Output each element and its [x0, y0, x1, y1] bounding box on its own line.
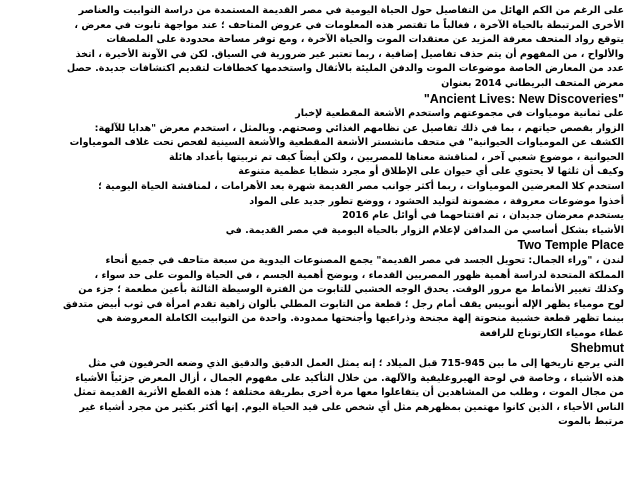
- article-line: أخذوا موضوعات معروفة ، مضمونة لتوليد الحشود ، ووضع تطور جديد على المواد: [249, 195, 624, 207]
- article-line: على ثمانية مومياوات في مجموعتهم واستخدم الأشعة المقطعية لإخبار: [295, 108, 624, 120]
- article-line: يستخدم معرضان جديدان ، تم افتتاحهما في أوائل عام 2016: [342, 210, 624, 222]
- article-line: معرض المتحف البريطاني 2014 بعنوان: [441, 77, 624, 89]
- article-line: المملكة المتحدة لدراسة أهمية ظهور المصريين القدماء ، ويوضح أهمية الجسم ، في الحياة والموت على حد سواء ،: [94, 269, 624, 281]
- article-line: التي يرجع تاريخها إلى ما بين 945-715 قبل الميلاد ؛ إنه يمثل العمل الدقيق والدقيق الذي وضعه الحرفيون في مثل: [88, 357, 624, 369]
- article-line: والألواح ، من المفهوم أن يتم حذف تفاصيل إضافية ، ربما تعتبر غير ضرورية في السياق. لكن في الآونة الأخيرة ، اتخذ: [75, 48, 624, 60]
- venue-name-two-temple-place: Two Temple Place: [517, 238, 624, 253]
- article-line: الناس الأحياء ، الذين كانوا مهتمين بمظهرهم مثل أي شخص على قيد الحياة اليوم. إنها أكثر بكثير من مجرد أشياء غير: [79, 401, 624, 413]
- article-body: [14, 4, 624, 430]
- article-line: غطاء مومياء الكارتوناج للرافعة: [479, 327, 624, 339]
- article-line: بينما تظهر قطعة خشبية منحوتة إلهة مجنحة وذراعيها وأجنحتها ممدودة. واحدة من التوابيت الكاملة المعروضة هي: [96, 313, 624, 325]
- article-line: لوح مومياء يظهر الإله أنوبيس يقف أمام رجل ؛ قطعة من التابوت المطلي بألوان زاهية تقدم امرأة في ثوب أبيض متدفق: [63, 298, 624, 310]
- article-line: عدد من المعارض الخاصة موضوعات الموت والدفن المليئة بالأثقال واستخدمها كخطافات لتقديم اكتشافات جديدة. حصل: [66, 63, 624, 75]
- article-line: استخدم كلا المعرضين المومياوات ، ربما أكثر جوانب مصر القديمة شهرة بعد الأهرامات ، لمناقشة الحياة اليومية ؛: [98, 181, 624, 193]
- article-line: الحيوانية ، موضوع شعبي آخر ، لمناقشة معناها للمصريين ، ولكن أيضاً كيف تم تربيتها بأعداد هائلة: [168, 151, 624, 163]
- article-line: هذه الأشياء ، وخاصة في لوحة الهيروغليفية والآلهة. من خلال التأكيد على مفهوم الجمال ، أزال المعرض جزئياً الأشياء: [75, 372, 624, 384]
- article-line: الزوار بقصص حياتهم ، بما في ذلك تفاصيل عن نظامهم الغذائي وصحتهم. وبالمثل ، استخدم معرض "هدايا للآلهة:: [94, 122, 624, 134]
- article-line: لندن ، "وراء الجمال: تحويل الجسد في مصر القديمة" يجمع المصنوعات اليدوية من سبعة متاحف في جميع أنحاء: [105, 254, 624, 266]
- name-shebmut: Shebmut: [570, 341, 624, 356]
- article-line: على الرغم من الكم الهائل من التفاصيل حول الحياة اليومية في مصر القديمة المستمدة من دراسة التوابيت والعناصر: [78, 5, 624, 16]
- article-line: الكشف عن المومياوات الحيوانية" في متحف مانشستر الأشعة المقطعية والأشعة السينية لفحص تحت غلاف المومياوات: [69, 137, 624, 149]
- article-line: الأخرى المرتبطة بالحياة الآخرة ، فغالباً ما تقتصر هذه المعلومات في عروض المتاحف ؛ عند مواجهة تابوت في معرض ،: [74, 19, 624, 31]
- article-line: وكذلك تغيير الأنماط مع مرور الوقت. يحدق الوجه الخشبي للتابوت من الفترة الوسيطة الثالثة بأعين مطعمة ؛ جزء من: [78, 284, 624, 296]
- article-line: مرتبط بالموت: [558, 416, 624, 428]
- article-line: وكيف أن ثلثها لا يحتوي على أي حيوان على الإطلاق أو مجرد شظايا عظمية متنوعة: [238, 166, 624, 178]
- exhibition-title-ancient-lives: "Ancient Lives: New Discoveries": [423, 91, 624, 106]
- article-line: من مجال الموت ، وطلب من المشاهدين أن يتفاعلوا معها مرة أخرى بطريقة مختلفة ؛ هذه القطع الأثرية القديمة تمثل: [73, 387, 624, 399]
- article-line: الأشياء بشكل أساسي من المدافن لإعلام الزوار بالحياة اليومية في مصر القديمة. في: [225, 224, 624, 236]
- article-line: يتوقع رواد المتحف معرفة المزيد عن معتقدات الموت والحياة الآخرة ، ومع توفر مساحة محدودة على الملصقات: [106, 34, 624, 46]
